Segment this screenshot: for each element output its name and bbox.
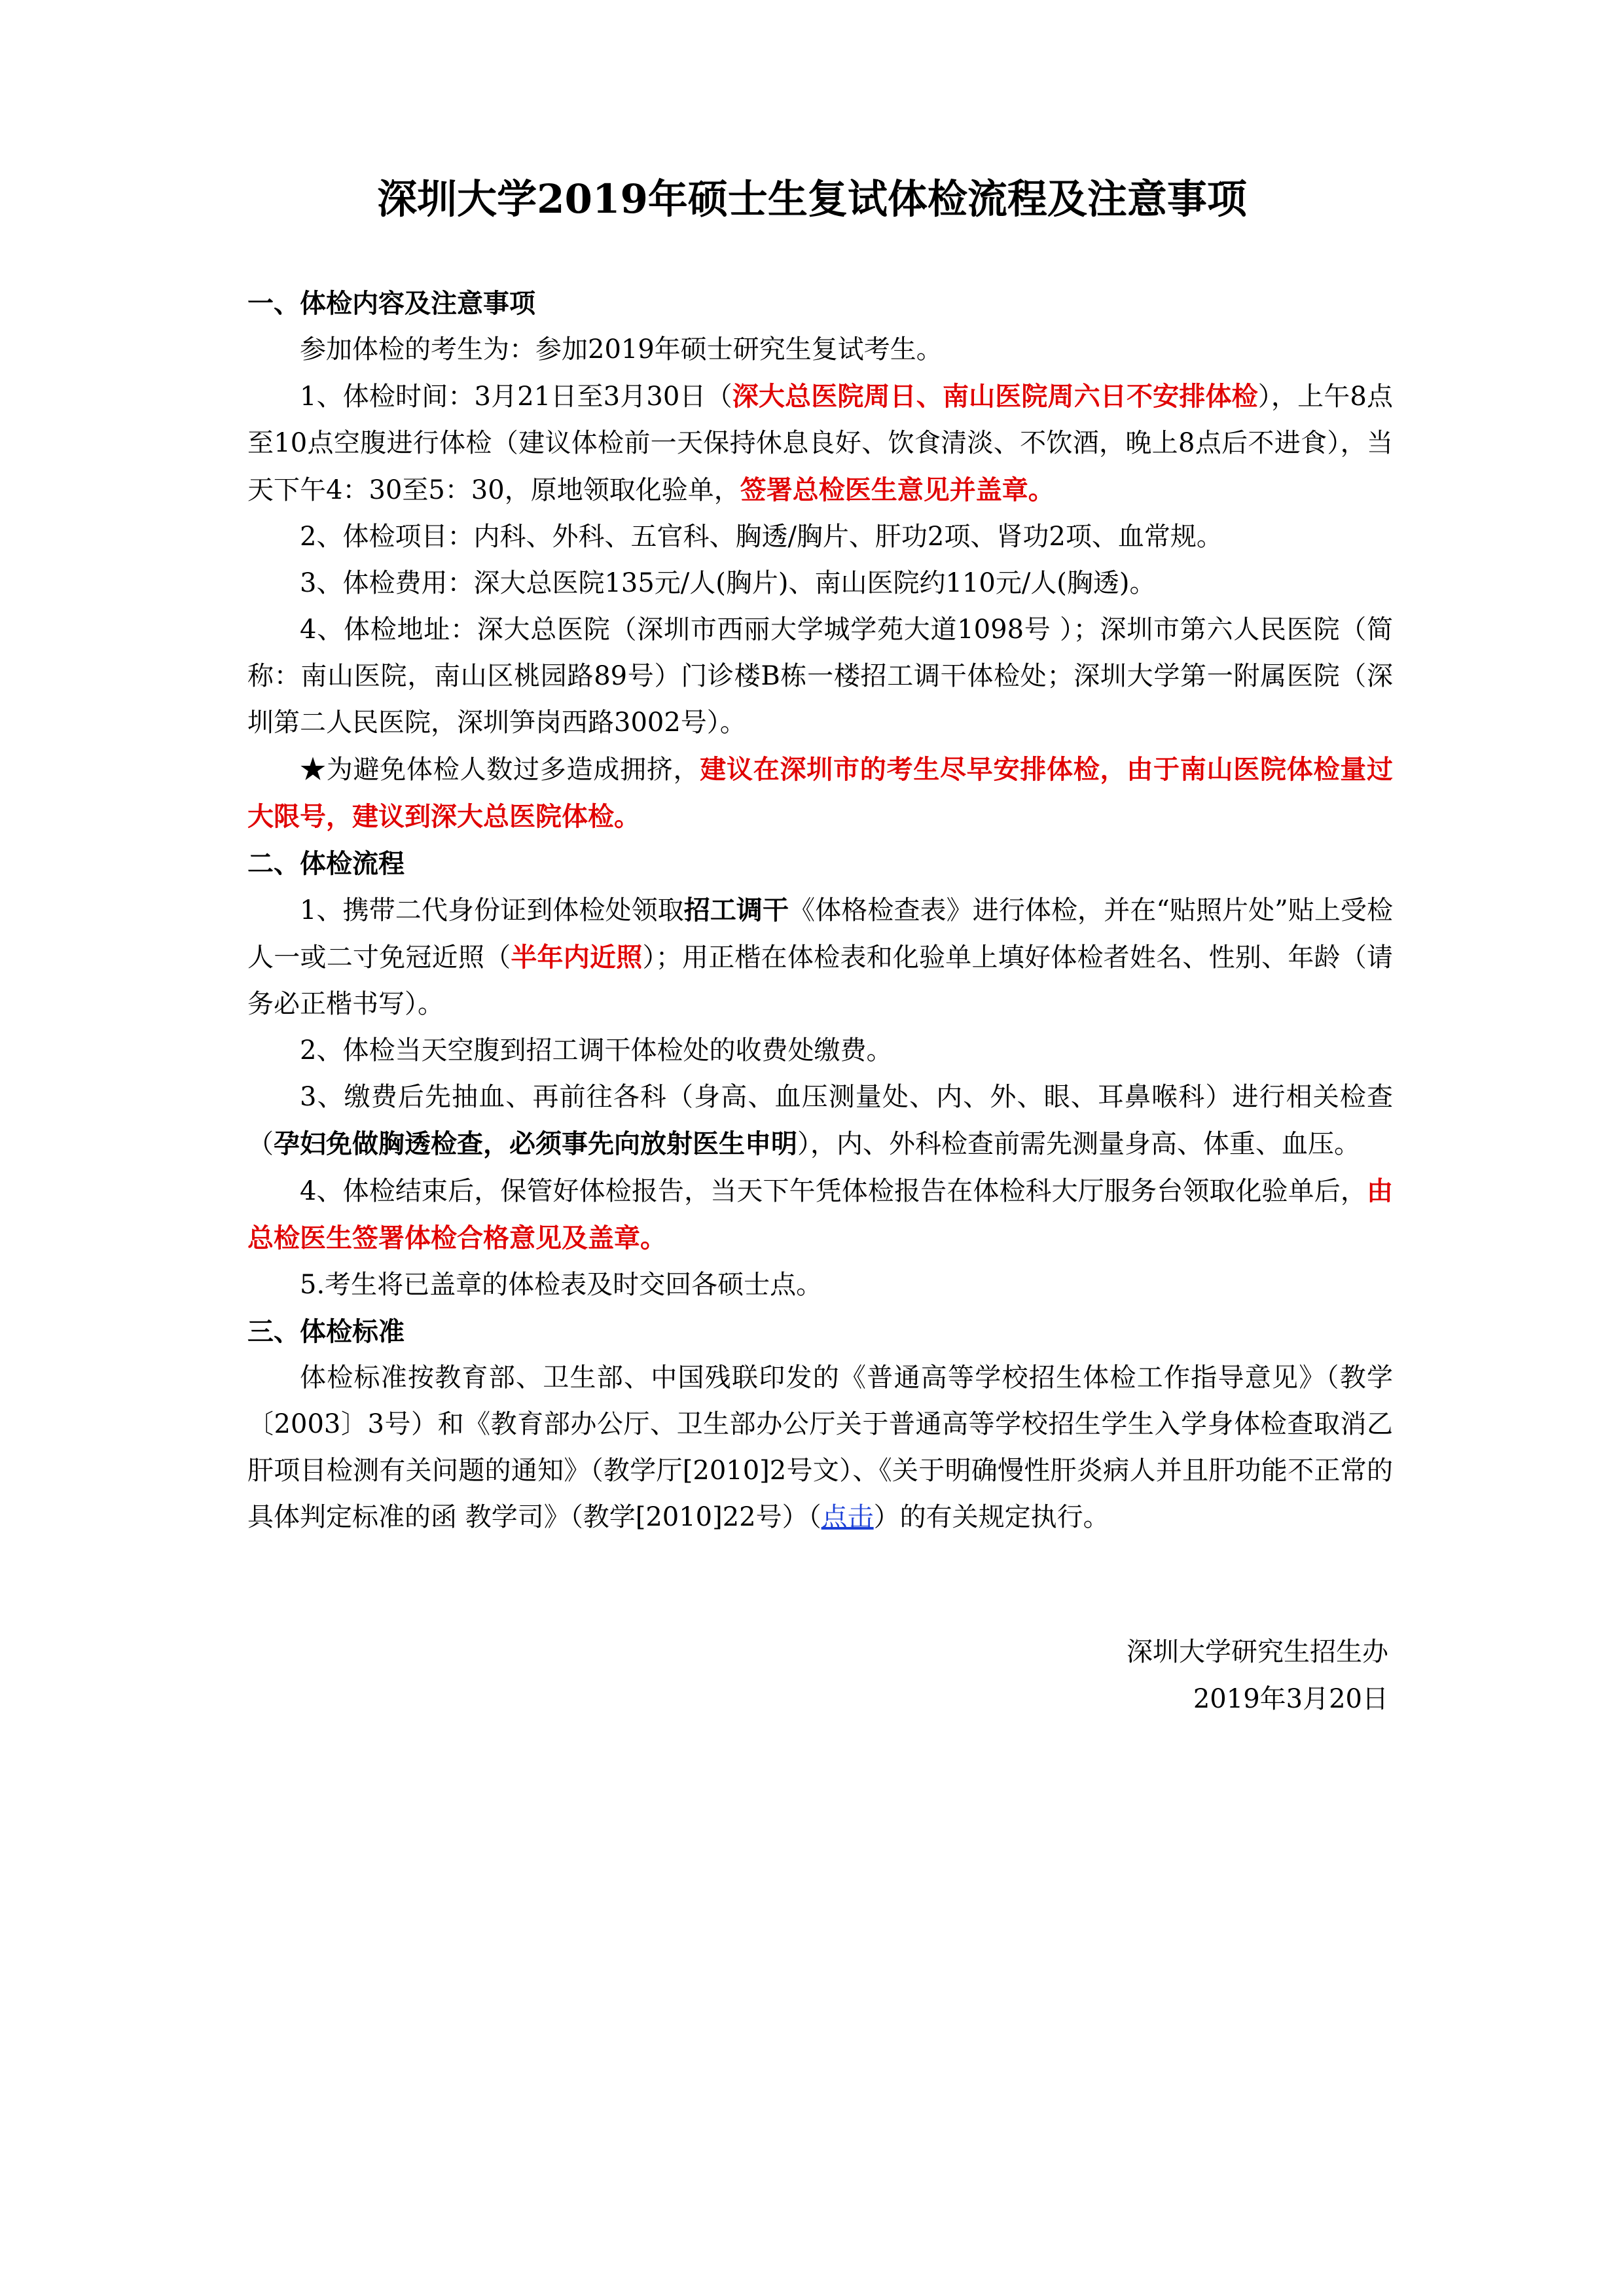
section2-heading: 二、体检流程 <box>247 848 405 879</box>
notice-text-a: ★为避免体检人数过多造成拥挤， <box>300 755 700 785</box>
s2-item4-red-b: 由总检医生签署体检合格意见及盖章。 <box>247 1175 1393 1253</box>
section1-heading: 一、体检内容及注意事项 <box>247 288 535 319</box>
s2-item1-text-c: 《体格检查表》进行体检，并在“贴照片处”贴上受检人一或二寸免冠近照（ <box>247 895 1394 973</box>
section3-para <box>247 1355 1393 1541</box>
section2-item4 <box>247 1168 1393 1262</box>
section1-intro: 参加体检的考生为：参加2019年硕士研究生复试考生。 <box>300 334 943 365</box>
item1-red-d: 签署总检医生意见并盖章。 <box>740 475 1055 505</box>
section1-notice <box>247 746 1393 840</box>
s2-item3-bold-b: 孕妇免做胸透检查，必须事先向放射医生申明 <box>274 1128 797 1159</box>
item1-text-a: 1、体检时间：3月21日至3月30日（ <box>300 382 732 412</box>
item1-red-b: 深大总医院周日、南山医院周六日不安排体检 <box>732 381 1258 412</box>
s2-item1-red-d: 半年内近照 <box>511 942 643 973</box>
section1-item1 <box>247 373 1393 514</box>
section2-item3 <box>247 1074 1393 1168</box>
s2-item3-text-c: ），内、外科检查前需先测量身高、体重、血压。 <box>797 1129 1360 1159</box>
signature-block <box>1127 1628 1388 1723</box>
document-body <box>247 280 1393 1541</box>
section1-item3: 3、体检费用：深大总医院135元/人(胸片)、南山医院约110元/人(胸透)。 <box>300 568 1156 598</box>
signature-date: 2019年3月20日 <box>1193 1684 1388 1714</box>
s2-item4-text-a: 4、体检结束后，保管好体检报告，当天下午凭体检报告在体检科大厅服务台领取化验单后， <box>300 1176 1367 1206</box>
notice-red-b: 建议在深圳市的考生尽早安排体检，由于南山医院体检量过大限号，建议到深大总医院体检。 <box>247 754 1393 832</box>
s2-item1-text-e: ）；用正楷在体检表和化验单上填好体检者姓名、性别、年龄（请务必正楷书写）。 <box>247 942 1394 1019</box>
section1-item4: 4、体检地址：深大总医院（深圳市西丽大学城学苑大道1098号 ）；深圳市第六人民医院（简称：南山医院，南山区桃园路89号）门诊楼B栋一楼招工调干体检处；深圳大学第一附属医院（深圳第二人民医院，深圳笋岗西路3002号）。 <box>247 615 1393 738</box>
click-link[interactable]: 点击 <box>821 1502 874 1532</box>
s2-item1-text-a: 1、携带二代身份证到体检处领取 <box>300 895 684 925</box>
section2-item5: 5.考生将已盖章的体检表及时交回各硕士点。 <box>300 1270 823 1300</box>
section2-item2: 2、体检当天空腹到招工调干体检处的收费处缴费。 <box>300 1035 893 1066</box>
section1-item2: 2、体检项目：内科、外科、五官科、胸透/胸片、肝功2项、肾功2项、血常规。 <box>300 522 1223 552</box>
s3-text-a: 体检标准按教育部、卫生部、中国残联印发的《普通高等学校招生体检工作指导意见》（教学〔2003〕3号）和《教育部办公厅、卫生部办公厅关于普通高等学校招生学生入学身体检查取消乙肝项目检测有关问题的通知》（教学厅[2010]2号文）、《关于明确慢性肝炎病人并且肝功能不正常的具体判定标准的函 教学司》（教学[2010]22号）（ <box>247 1363 1393 1532</box>
s2-item3-text-a: 3、缴费后先抽血、再前往各科（身高、血压测量处、内、外、眼、耳鼻喉科）进行相关检查（ <box>247 1082 1393 1159</box>
s2-item1-bold-b: 招工调干 <box>683 895 789 925</box>
s3-text-c: ）的有关规定执行。 <box>873 1502 1110 1532</box>
section2-item1 <box>247 887 1393 1028</box>
item1-text-c: ），上午8点至10点空腹进行体检（建议体检前一天保持休息良好、饮食清淡、不饮酒，晚上8点后不进食），当天下午4：30至5：30，原地领取化验单， <box>247 382 1393 505</box>
document-title: 深圳大学2019年硕士生复试体检流程及注意事项 <box>377 176 1247 223</box>
section3-heading: 三、体检标准 <box>247 1316 405 1347</box>
signature-org: 深圳大学研究生招生办 <box>1127 1637 1388 1667</box>
